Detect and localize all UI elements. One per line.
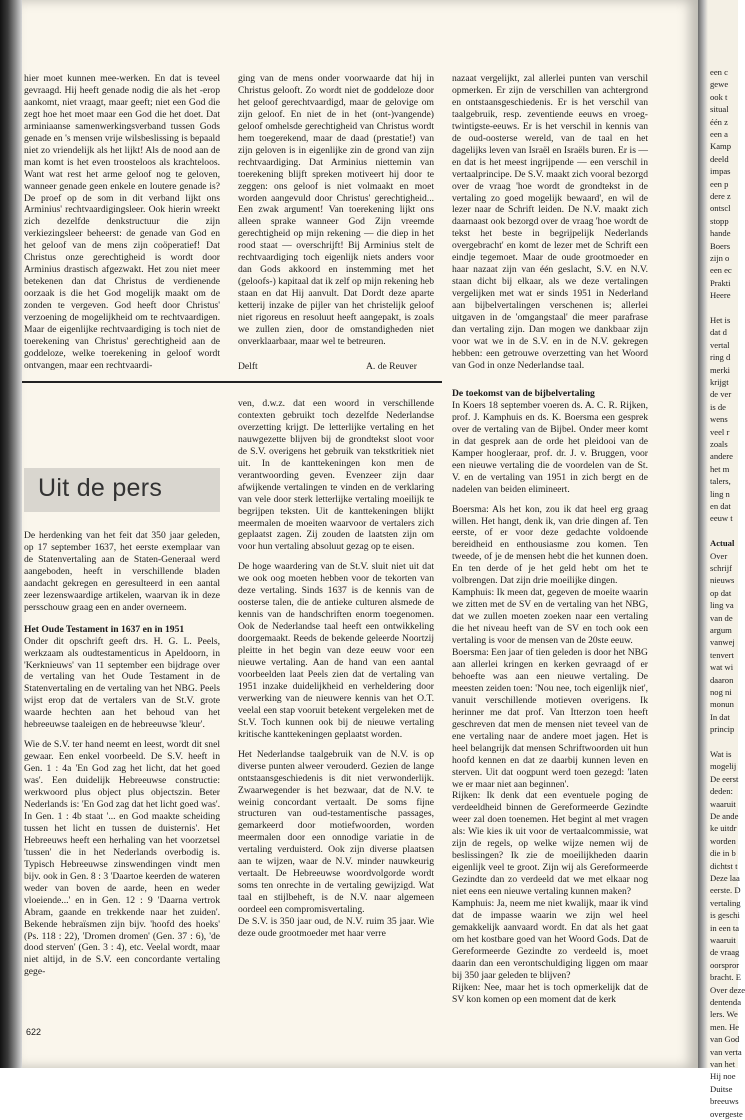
next-page-fragment: Deze laa xyxy=(710,873,740,883)
body-text: ven, d.w.z. dat een woord in verschillende contexten gebruikt toch dezelfde Nederlandse overzetting krijgt. De letterlijke vertaling en het nauwgezette blijven bij de grondtekst sloot voor de S.V. overigens het gebruik van tekstkritiek niet uit. In de kanttekeningen kon men de verantwoording geven. Evenzeer zijn daar afwijkende vertalingen te vinden en de verklaring van vele door sterk letterlijke vertaling moeilijk te begrijpen teksten. Uit de kanttekeningen blijkt meermalen de moeiten waarvoor de vertalers zich geplaatst zagen. Zij zouden de laatsten zijn om voor hun vertaling absoluut gezag op te eisen. xyxy=(238,398,434,553)
next-page-fragment: een a xyxy=(710,129,728,139)
next-page-fragment: princip xyxy=(710,724,735,735)
page-number: 622 xyxy=(26,1027,42,1037)
body-text: Onder dit opschrift geeft drs. H. G. L. Peels, werkzaam als oudtestamenticus in Apeldoorn, in 'Kerknieuws' van 11 september een bijdrage over de vertaling van het Oude Testament in de Statenvertaling en de vertaling van het NBG. Peels wijst erop dat de vertalers van de St.V. grote waarde hechten aan het behoud van het hebreeuwse taaleigen en de hebreeuwse 'kleur'. xyxy=(24,635,220,731)
next-page-fragment: wat wi xyxy=(710,662,734,673)
next-page-fragment: hande xyxy=(710,228,731,239)
next-page-fragment: impas xyxy=(710,166,731,177)
section-title: Uit de pers xyxy=(38,474,163,502)
body-text: Wie de S.V. ter hand neemt en leest, wordt dit snel gewaar. Een enkel voorbeeld. De S.V. heeft in Gen. 1 : 4a 'En God zag het licht, dat het goed was'. Een duidelijk Hebreeuwse constructie: werkwoord plus object plus objectszin. Beter Nederlands is: 'En God zag dat het licht goed was'. In Gen. 1 : 4b staat '... en God maakte scheiding tussen het licht en tussen de duisternis'. Het Hebreeuws heeft een herhaling van het voorzetsel 'tussen' die in het Nederlands overbodig is. Typisch Hebreeuwse zinswendingen vindt men bijv. ook in Gen. 8 : 3 'Daartoe keerden de wateren weder van boven de aarde, heen en weder vloeiende...' en in Gen. 12 : 9 'Daarna vertrok Abram, gaande en trekkende naar het zuiden'. Bekende hebraïsmen zijn bijv. 'hoofd des hoeks' (Ps. 118 : 22), 'Dromen dromen' (Gen. 37 : 6), 'de dood sterven' (Gen. 3 : 4), etc. Veelal wordt, maar niet altijd, in de S.V. een concordante vertaling gege- xyxy=(24,739,220,978)
next-page-fragment: dentenda xyxy=(710,997,742,1007)
body-text: ging van de mens onder voorwaarde dat hij in Christus gelooft. Zo wordt niet de goddeloze door het geloof gerechtvaardigd, maar de gelovige om zijn geloof. En niet de in het (ont-)vangende) geloof omhelsde gerechtigheid van Christus wordt hem toegerekend, maar de daad (prestatie!) van zijn geloven is in eigenlijke zin de grond van zijn rechtvaardiging. Dat Arminius niettemin van toerekening blijft spreken motiveert hij door te zeggen: ons geloof is niet volmaakt en moet worden aangevuld door Christus' gerechtigheid... Een zwak argument! Van toerekening lijkt ons alleen sprake wanneer God Zijn vreemde gerechtigheid op mijn rekening — die diep in het rood staat — overschrijft! Bij Arminius stelt de rechtvaardiging toch eigenlijk niets anders voor dan Gods akkoord en instemming met het (geloofs-) kapitaal dat ik zelf op mijn rekening heb staan en dat Hij aanvult. Dat Dordt deze aparte ketterij inzake de pijler van het christelijk geloof niet rigoreus en resoluut heeft aangepakt, is zoals we zullen zien, door de omstandigheden niet onverklaarbaar, maar wel te betreuren. xyxy=(238,73,434,347)
next-page-fragment: van God xyxy=(710,1034,740,1045)
next-page-fragment: lers. We xyxy=(710,1009,738,1020)
next-page-fragment: zoals xyxy=(710,439,728,449)
next-page-fragment: ontscl xyxy=(710,203,731,214)
next-page-fragment: de ver xyxy=(710,389,732,400)
next-page-fragment: overgeste xyxy=(710,1108,743,1119)
body-text: Rijken: Nee, maar het is toch opmerkelijk dat de SV kon komen op een moment dat de kerk xyxy=(452,981,648,1005)
next-page-fragment: de vraag xyxy=(710,947,740,958)
next-page-fragment: andere xyxy=(710,451,733,462)
next-page-fragment: eeuw t xyxy=(710,513,733,524)
next-page-fragment: van de xyxy=(710,612,733,623)
next-page-fragment: Hij noe xyxy=(710,1071,736,1082)
subheading: De toekomst van de bijbelvertaling xyxy=(452,388,595,399)
next-page-fragment: ook t xyxy=(710,91,728,102)
next-page-fragment: vertaling xyxy=(710,897,741,908)
next-page-fragment: dichtst t xyxy=(710,860,738,871)
next-page-fragment: daaron xyxy=(710,674,734,685)
intro-text: De herdenking van het feit dat 350 jaar geleden, op 17 september 1637, het eerste exemplaar van de Statenvertaling aan de Staten-Generaal werd aangeboden, heeft in verschillende bladen aandacht gekregen en geresulteerd in een aantal zeer lezenswaardige artikelen, waarvan ik in deze persschouw graag een en ander overneem. xyxy=(24,530,220,613)
next-page-fragment: eerste. D xyxy=(710,885,741,896)
next-page-fragment: tenvert xyxy=(710,649,734,660)
next-page-fragment: het m xyxy=(710,463,730,474)
next-page-fragment: deeld xyxy=(710,153,729,164)
body-text: Kamphuis: Ik meen dat, gegeven de moeite waarin we zitten met de SV en de vertaling van het NBG, dat we zullen moeten zoeken naar een vertaling die het niveau heeft van de SV en toch ook een vertaling is voor de mensen van de 20ste eeuw. xyxy=(452,587,648,647)
next-page-fragment: is geschi xyxy=(710,910,740,921)
next-page-fragment: In dat xyxy=(710,711,730,722)
next-page-fragment: gewe xyxy=(710,79,729,90)
next-page-fragment: zijn o xyxy=(710,253,730,263)
next-page-fragment: merki xyxy=(710,364,731,375)
next-page-fragment: argum xyxy=(710,625,732,635)
next-page-fragment: monun xyxy=(710,699,734,710)
book-spine xyxy=(0,0,22,1068)
article-column-2 xyxy=(238,73,434,348)
pers-column-2 xyxy=(238,398,434,940)
body-text: nazaat vergelijkt, zal allerlei punten van verschil opmerken. Er zijn de verschillen van achtergrond en ontstaansgeschiedenis. Er is het verschil van taalgebruik, resp. zeventiende eeuws en vroeg-twintigste-eeuws. Er is het verschil in kennis van de oud-oosterse wereld, van de taal en het dagelijks leven van Israël en Israëls buren. Er is — en dat is het meest ingrijpende — een verschil in vertaalprincipe. De S.V. maakt zich vooral bezorgd over de vraag 'hoe wordt de grondtekst in de vertaling zo goed mogelijk bewaard', en wil de lezer naar de Schrift leiden. De N.V. maakt zich daarnaast ook bezorgd over de vraag 'hoe wordt de tekst het beste in begrijpelijk Nederlands overgebracht' en komt de lezer met de Schrift een eindje tegemoet. Maar de oude grootmoeder en haar nazaat zijn van één geslacht, S.V. en N.V. staan dicht bij elkaar, als we deze vertalingen vergelijken met wat er sinds 1951 in Nederland aan bijbelvertalingen verschenen is; allerlei uitgaven in de 'omgangstaal' die meer parafrase dan vertaling zijn. Dan mogen we dankbaar zijn voor wat we in de S.V. en in de N.V. gekregen hebben: een getrouwe overzetting van het Woord van God in onze Nederlandse taal. xyxy=(452,73,648,371)
next-page-fragment: worden xyxy=(710,835,736,846)
next-page-fragment: De eerst xyxy=(710,773,739,784)
pers-column-1 xyxy=(24,530,220,978)
section-banner xyxy=(24,468,220,512)
next-page-edge xyxy=(698,0,745,1119)
section-divider xyxy=(22,381,442,383)
next-page-fragment: vanwej xyxy=(710,637,735,648)
next-page-fragment: Over deze xyxy=(710,984,745,995)
body-text: Kamphuis: Ja, neem me niet kwalijk, maar ik vind dat de impasse waarin we zijn wel heel gemakkelijk aanvaard wordt. En dat als het gaat om het kostbare goed van het Woord Gods. Dat de Gereformeerde Gezindte zo verdeeld is, moet daarin dan een verontschuldiging liggen om maar bij 350 jaar geleden te blijven? xyxy=(452,898,648,981)
next-page-fragment: en dat xyxy=(710,501,731,511)
next-page-fragment: die in b xyxy=(710,848,736,859)
next-page-fragment: in een ta xyxy=(710,922,740,933)
next-page-fragment: Boers xyxy=(710,240,731,251)
next-page-fragment: één z xyxy=(710,116,728,127)
next-page-fragment: De ande xyxy=(710,811,739,821)
subheading: Het Oude Testament in 1637 en in 1951 xyxy=(24,623,185,635)
next-page-fragment: ke uitdr xyxy=(710,823,737,834)
next-page-fragment: Het is xyxy=(710,315,731,325)
next-page-fragment: oorspror xyxy=(710,959,740,970)
next-page-fragment: mogelij xyxy=(710,761,737,772)
next-page-fragment: krijgt xyxy=(710,377,729,387)
next-page-fragment: situal xyxy=(710,104,729,115)
next-page-fragment: ling n xyxy=(710,488,730,499)
next-page-fragment: Wat is xyxy=(710,749,732,759)
body-text: Boersma: Als het kon, zou ik dat heel erg graag willen. Het hangt, denk ik, van drie dingen af. Ten eerste, of er voor deze gedachte voldoende bereidheid en enthousiasme zou komen. Ten tweede, of je de mensen hebt die het kunnen doen. En ten derde of je het geld hebt om het te volbrengen. Dat zijn drie moeilijke dingen. xyxy=(452,503,648,587)
next-page-fragment: Over xyxy=(710,550,728,561)
next-page-fragment: talers, xyxy=(710,476,731,487)
next-page-fragment: vertal xyxy=(710,339,730,350)
body-text: In Koers 18 september voeren ds. A. C. R. Rijken, prof. J. Kamphuis en ds. K. Boersma een gesprek over de vertaling van de Bijbel. Onder meer komt in dat gesprek aan de orde het pleidooi van de Kamper hoogleraar, prof. dr. J. v. Bruggen, voor een nieuwe vertaling die de voordelen van de St. V. en de vertaling van 1951 in zich bergt en de nadelen van beiden elimineert. xyxy=(452,399,648,495)
next-page-fragment: op dat xyxy=(710,587,732,598)
next-page-fragment: dere z xyxy=(710,191,731,201)
body-text: hier moet kunnen mee-werken. En dat is teveel gevraagd. Hij heeft genade nodig die als het -erop aankomt, niet vraagt, maar geeft; niet een God die zegt hoe het moet maar een God die het doet. Dat arminiaanse samenwerkingsverband tussen Gods genade en 's mensen vrije wilsbeslissing is bepaald niet zo vriendelijk als het lijkt! Als de nood aan de man komt is het even troosteloos als krachteloos. Want wat rest het arme geloof nog te geloven, wanneer genade geen enkele en loutere genade is? De proef op de som in dit verband lijkt ons Arminius' rechtvaardigingsleer. Ook hierin wreekt zich dezelfde denkstructuur die zijn verkiezingsleer beheerst: de genade van God en het geloof van de mens zijn coöperatief! Dat Christus onze gerechtigheid is wordt door Arminius drastisch afgezwakt. Het zou niet meer betekenen dan dat Christus de verdienende oorzaak is die het God mogelijk maakt om de zonden te vergeven. God heeft door Christus' verzoening de mogelijkheid om te rechtvaardigen. Maar de eigenlijke rechtvaardiging is toch niet de toerekening van Christus' gerechtigheid aan de goddeloze, welke toerekening in geloof wordt ontvangen, maar een rechtvaardi- xyxy=(24,73,220,371)
next-page-fragment: Duitse xyxy=(710,1083,733,1094)
next-page-fragment: een c xyxy=(710,67,728,77)
next-page-fragment: Heere xyxy=(710,290,731,301)
next-page-fragment: waaruit xyxy=(710,935,736,945)
page-gutter xyxy=(698,0,708,1068)
next-page-fragment: wens xyxy=(710,414,728,425)
next-page-fragment: veel r xyxy=(710,426,730,437)
next-page-fragment: Kamp xyxy=(710,141,732,152)
next-page-fragment: nog ni xyxy=(710,687,732,697)
next-page-fragment: ring d xyxy=(710,352,731,363)
article-column-1 xyxy=(24,73,220,372)
signature-name: A. de Reuver xyxy=(366,361,417,372)
body-text: De S.V. is 350 jaar oud, de N.V. ruim 35 jaar. Wie deze oude grootmoeder met haar verre xyxy=(238,916,434,939)
next-page-fragment: men. He xyxy=(710,1021,740,1032)
next-page-fragment: ling va xyxy=(710,600,734,611)
next-page-fragment: van het xyxy=(710,1059,736,1069)
signature-place: Delft xyxy=(238,361,258,372)
next-page-fragment: Actual xyxy=(710,538,735,549)
next-page-fragment: deden: xyxy=(710,786,733,797)
next-page-fragment: schrijf xyxy=(710,563,732,573)
next-page-fragment: dat d xyxy=(710,327,727,338)
next-page-fragment: bracht. E xyxy=(710,972,742,983)
body-text: Het Nederlandse taalgebruik van de N.V. is op diverse punten alweer verouderd. Gezien de lange ontstaansgeschiedenis is dit niet verwonderlijk. Zwaarwegender is het bezwaar, dat de N.V. te weinig concordant vertaalt. De soms fijne structuren van oud-testamentische passages, gemarkeerd door motiefwoorden, worden meermalen door een onnodige variatie in de vertaling verduisterd. Ook zijn diverse plaatsen aan te wijzen, waar de N.V. minder nauwkeurig vertaalt. De Hebreeuwse woordvolgorde wordt soms ten onrechte in de vertaling gewijzigd. Wat taal en stijlbeheft, is de N.V. naar algemeen oordeel een compromisvertaling. xyxy=(238,748,434,916)
pers-column-3 xyxy=(452,388,648,1006)
body-text: Boersma: Een jaar of tien geleden is door het NBG aan allerlei kringen en kerken gevraagd of er behoefte was aan een nieuwe vertaling. De meesten zeiden toen: 'Nou nee, toch eigenlijk niet', vanuit verschillende motieven overigens. Ik herinner me dat prof. Van Itterzon toen heeft geschreven dat men de mensen niet teveel van de ene vertaling naar de andere moet jagen. Het is heel belangrijk dat mensen Schriftwoorden uit hun hoofd kennen en dat ze daarbij kunnen leven en sterven. Uit dat oogpunt werd toen gezegd: 'laten we er maar niet aan beginnen'. xyxy=(452,647,648,790)
article-column-3 xyxy=(452,73,648,372)
next-page-fragment: van verta xyxy=(710,1046,742,1057)
next-page-fragment: stopp xyxy=(710,215,729,226)
next-page-fragment: breeuws xyxy=(710,1096,739,1107)
next-page-fragment: Prakti xyxy=(710,277,731,288)
body-text: Rijken: Ik denk dat een eventuele poging de verdeeldheid binnen de Gereformeerde Gezindte weer zal doen toenemen. Het begint al met vragen als: Wie kies ik uit voor de vertaalcommissie, wat zijn de regels, op welke wijze nemen wij de beslissingen? Ik zie de moeilijkheden daarin eigenlijk veel te groot. Zijn wij als Gereformeerde Gezindte dan zo verdeeld dat we met elkaar nog niet eens een nieuwe vertaling kunnen maken? xyxy=(452,790,648,898)
next-page-fragment: nieuws xyxy=(710,575,735,586)
next-page-fragment: is de xyxy=(710,401,726,412)
next-page-fragment: een p xyxy=(710,178,729,189)
body-text: De hoge waardering van de St.V. sluit niet uit dat we ook oog moeten hebben voor de tekorten van deze vertaling. Sinds 1637 is de kennis van de oosterse talen, die de antieke culturen alsmede de kennis van de handschriften enorm toegenomen. Ook de Nederlandse taal heeft een ontwikkeling doorgemaakt. Reeds de bekende geleerde Noortzij pleitte in het begin van deze eeuw voor een nieuwe vertaling. Aan de hand van een aantal voorbeelden laat Peels zien dat de vertaling van 1951 inzake duidelijkheid en verheldering door verwerking van de nieuwere kennis van het O.T. veelal een stap vooruit betekent vergeleken met de St.V. Toch kunnen ook bij de nieuwe vertaling kritische kanttekeningen geplaatst worden. xyxy=(238,561,434,740)
next-page-fragment: een ec xyxy=(710,265,732,276)
next-page-fragment: waaruit xyxy=(710,798,736,809)
